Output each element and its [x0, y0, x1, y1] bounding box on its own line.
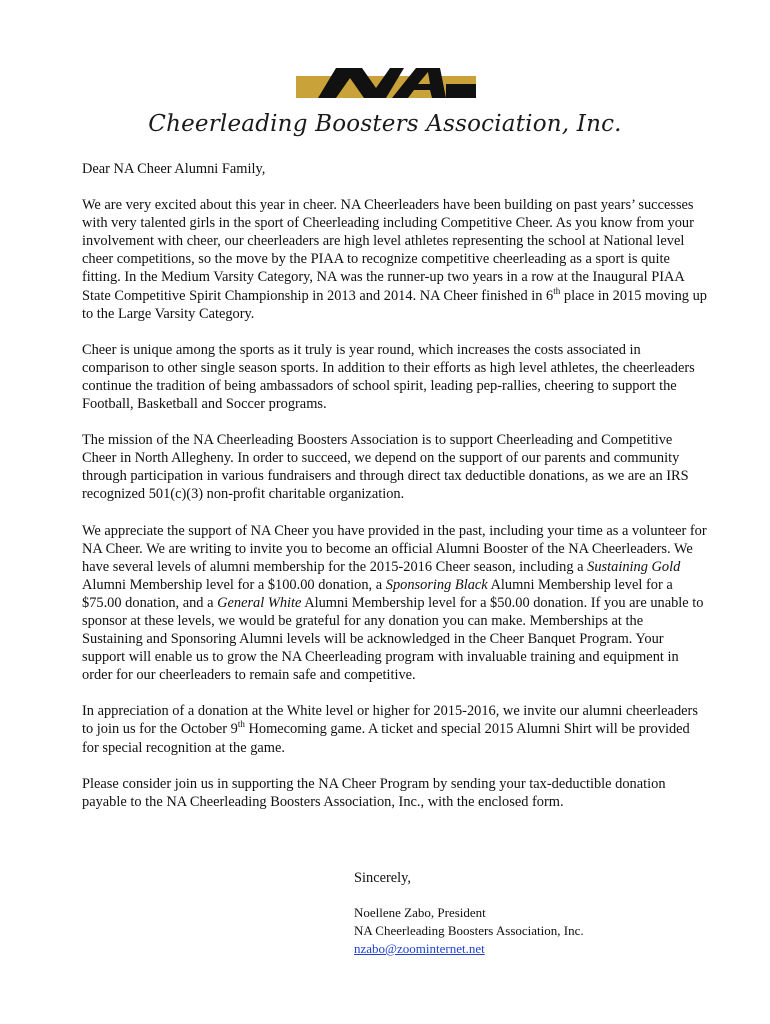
- email-link[interactable]: nzabo@zoominternet.net: [354, 941, 485, 956]
- letterhead-title: Cheerleading Boosters Association, Inc.: [148, 111, 622, 137]
- membership-text-a: We appreciate the support of NA Cheer you have provided in the past, including your time as a volunteer for NA Cheer. We are writing to invite you to become an official Alumni Booster of the NA Cheerleaders. We have several levels of alumni membership for the 2015-2016 Cheer season, including a: [82, 522, 707, 575]
- homecoming-text-a: In appreciation of a donation at the White level or higher for 2015-2016, we invite our alumni cheerleaders to join us for the October 9: [82, 703, 698, 738]
- paragraph-achievements-text-end: place in 2015 moving up to the Large Varsity Category.: [82, 287, 707, 322]
- signer-name: Noellene Zabo, President: [354, 905, 486, 920]
- paragraph-mission: The mission of the NA Cheerleading Boosters Association is to support Cheerleading and Competitive Cheer in North Allegheny. In order to succeed, we depend on the support of our parents and community through participation in various fundraisers and through direct tax deductible donations, as we are an IRS recognized 501(c)(3) non-profit charitable organization.: [82, 432, 689, 503]
- level-general-white: General White: [217, 594, 302, 611]
- letter-body: [82, 160, 707, 829]
- membership-text-b: Alumni Membership level for a $100.00 donation, a: [82, 576, 386, 593]
- superscript-th: th: [553, 285, 561, 296]
- paragraph-homecoming: [82, 702, 707, 756]
- logo-tail: [446, 84, 476, 98]
- membership-text-d: Alumni Membership level for a $50.00 donation. If you are unable to sponsor at these levels, we would be grateful for any donation you can make. Memberships at the Sustaining and Sponsoring Alumni levels will be acknowledged in the Cheer Banquet Program. Your support will enable us to grow the NA Cheerleading program with invaluable training and equipment in order for our cheerleaders to remain safe and competitive.: [82, 594, 704, 684]
- paragraph-achievements: [82, 196, 707, 323]
- signature-block: [354, 904, 584, 958]
- signer-organization: NA Cheerleading Boosters Association, Inc.: [354, 923, 584, 938]
- superscript-th: th: [237, 719, 245, 730]
- paragraph-request: Please consider join us in supporting the NA Cheer Program by sending your tax-deductible donation payable to the NA Cheerleading Boosters Association, Inc., with the enclosed form.: [82, 775, 666, 810]
- paragraph-costs: Cheer is unique among the sports as it truly is year round, which increases the costs associated in comparison to other single season sports. In addition to their efforts as high level athletes, the cheerleaders continue the tradition of being ambassadors of school spirit, leading pep-rallies, cheering to support the Football, Basketball and Soccer programs.: [82, 341, 695, 413]
- membership-text-c: Alumni Membership level for a $75.00 donation, and a: [82, 576, 673, 611]
- salutation: Dear NA Cheer Alumni Family,: [82, 161, 266, 177]
- paragraph-membership: [82, 522, 707, 685]
- na-logo-icon: [296, 64, 476, 110]
- closing: Sincerely,: [354, 870, 412, 886]
- homecoming-text-b: Homecoming game. A ticket and special 2015 Alumni Shirt will be provided for special recognition at the game.: [82, 721, 690, 756]
- paragraph-achievements-text: We are very excited about this year in cheer. NA Cheerleaders have been building on past years’ successes with very talented girls in the sport of Cheerleading including Competitive Cheer. As you know from your involvement with cheer, our cheerleaders are high level athletes representing the school at National level cheer competitions, so the move by the PIAA to recognize competitive cheerleading as a sport is quite fitting. In the Medium Varsity Category, NA was the runner-up two years in a row at the Inaugural PIAA State Competitive Spirit Championship in 2013 and 2014. NA Cheer finished in 6: [82, 197, 694, 304]
- level-sustaining-gold: Sustaining Gold: [587, 558, 681, 575]
- level-sponsoring-black: Sponsoring Black: [385, 576, 488, 593]
